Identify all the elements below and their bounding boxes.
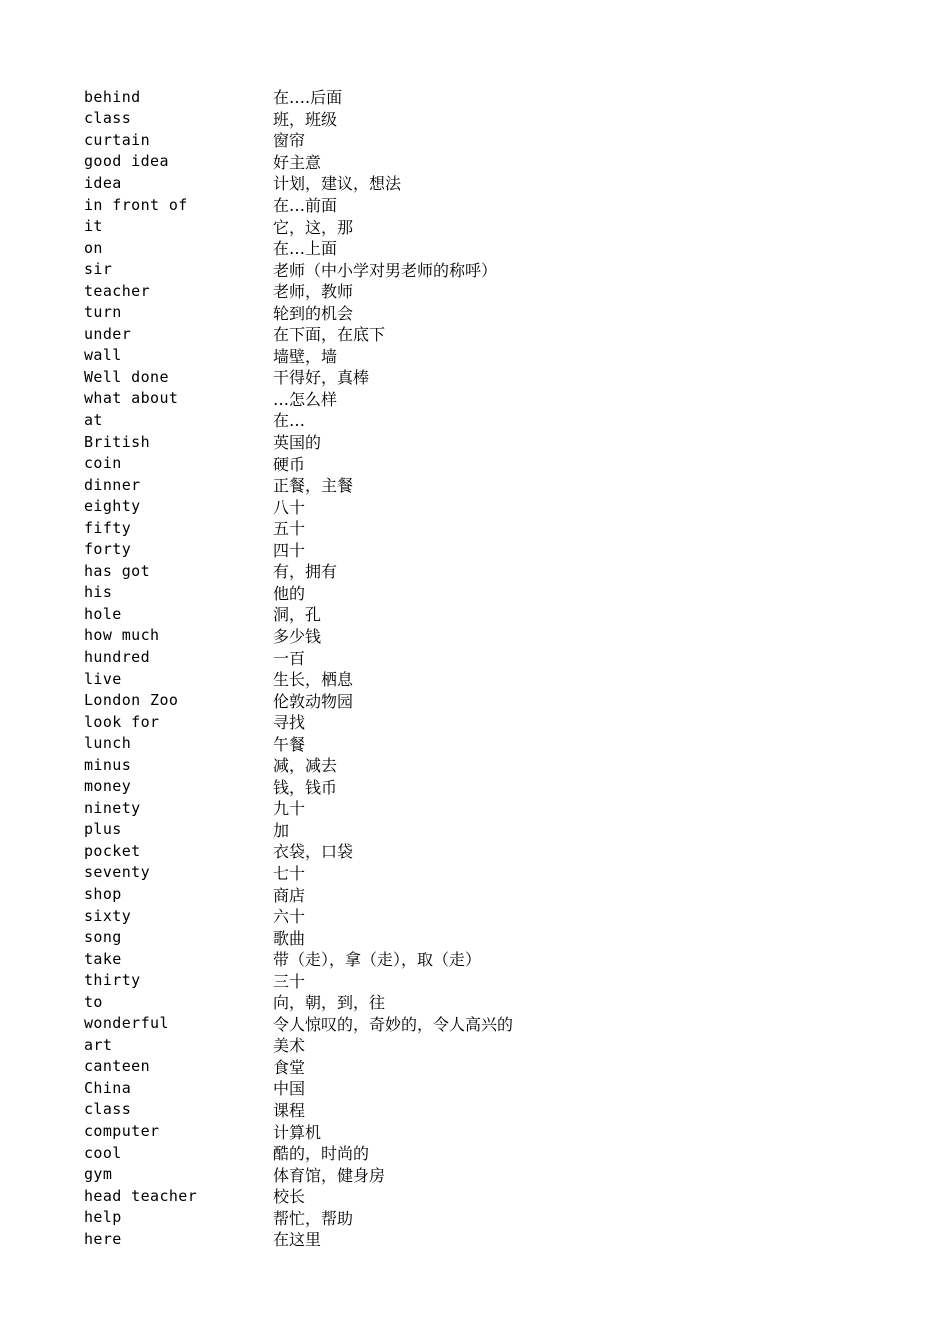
- vocab-row: [84, 991, 784, 1013]
- vocab-row: [84, 172, 784, 194]
- chinese-meaning: 在…: [273, 411, 306, 431]
- chinese-meaning: 三十: [273, 971, 306, 991]
- chinese-meaning: 老师（中小学对男老师的称呼）: [273, 260, 498, 280]
- english-word: eighty: [84, 497, 141, 516]
- english-word: British: [84, 432, 151, 451]
- vocab-row: [84, 431, 784, 453]
- chinese-meaning: 减，减去: [273, 756, 338, 776]
- english-word: forty: [84, 540, 132, 559]
- english-word: class: [84, 109, 132, 128]
- chinese-meaning: …怎么样: [273, 389, 338, 409]
- english-word: seventy: [84, 863, 151, 882]
- chinese-meaning: 校长: [273, 1187, 306, 1207]
- english-word: pocket: [84, 841, 141, 860]
- chinese-meaning: 帮忙，帮助: [273, 1208, 354, 1228]
- english-word: in front of: [84, 195, 188, 214]
- english-word: ninety: [84, 798, 141, 817]
- vocab-row: [84, 1163, 784, 1185]
- chinese-meaning: 正餐，主餐: [273, 476, 354, 496]
- chinese-meaning: 向，朝，到，往: [273, 993, 386, 1013]
- english-word: gym: [84, 1165, 113, 1184]
- vocab-row: [84, 1099, 784, 1121]
- vocab-row: [84, 1077, 784, 1099]
- english-word: sixty: [84, 906, 132, 925]
- vocab-row: [84, 969, 784, 991]
- english-word: has got: [84, 561, 151, 580]
- chinese-meaning: 食堂: [273, 1057, 306, 1077]
- english-word: cool: [84, 1143, 122, 1162]
- chinese-meaning: 酷的，时尚的: [273, 1144, 370, 1164]
- chinese-meaning: 计划，建议，想法: [273, 174, 402, 194]
- chinese-meaning: 老师，教师: [273, 282, 354, 302]
- chinese-meaning: 在…前面: [273, 196, 338, 216]
- chinese-meaning: 午餐: [273, 734, 306, 754]
- english-word: computer: [84, 1122, 160, 1141]
- english-word: help: [84, 1208, 122, 1227]
- vocab-row: [84, 862, 784, 884]
- vocab-row: [84, 258, 784, 280]
- vocab-row: [84, 388, 784, 410]
- english-word: teacher: [84, 281, 151, 300]
- english-word: fifty: [84, 518, 132, 537]
- vocab-row: [84, 538, 784, 560]
- chinese-meaning: 硬币: [273, 454, 306, 474]
- english-word: sir: [84, 260, 113, 279]
- english-word: class: [84, 1100, 132, 1119]
- english-word: behind: [84, 87, 141, 106]
- english-word: London Zoo: [84, 691, 179, 710]
- vocab-row: [84, 495, 784, 517]
- chinese-meaning: 衣袋，口袋: [273, 842, 354, 862]
- vocab-row: [84, 646, 784, 668]
- chinese-meaning: 在….后面: [273, 88, 343, 108]
- vocab-row: [84, 625, 784, 647]
- vocab-row: [84, 323, 784, 345]
- vocab-row: [84, 560, 784, 582]
- vocab-row: [84, 108, 784, 130]
- vocab-row: [84, 452, 784, 474]
- chinese-meaning: 四十: [273, 540, 306, 560]
- chinese-meaning: 在这里: [273, 1230, 322, 1250]
- vocab-row: [84, 237, 784, 259]
- chinese-meaning: 班，班级: [273, 109, 338, 129]
- vocab-row: [84, 215, 784, 237]
- english-word: to: [84, 992, 103, 1011]
- vocab-row: [84, 474, 784, 496]
- chinese-meaning: 在…上面: [273, 239, 338, 259]
- english-word: money: [84, 777, 132, 796]
- vocab-row: [84, 948, 784, 970]
- vocab-row: [84, 1056, 784, 1078]
- vocab-row: [84, 151, 784, 173]
- english-word: canteen: [84, 1057, 151, 1076]
- vocab-row: [84, 754, 784, 776]
- vocab-row: [84, 776, 784, 798]
- english-word: minus: [84, 755, 132, 774]
- english-word: hundred: [84, 647, 151, 666]
- chinese-meaning: 课程: [273, 1100, 306, 1120]
- vocab-row: [84, 797, 784, 819]
- vocab-row: [84, 1228, 784, 1250]
- chinese-meaning: 商店: [273, 885, 306, 905]
- english-word: shop: [84, 885, 122, 903]
- english-word: take: [84, 949, 122, 968]
- chinese-meaning: 它，这，那: [273, 217, 354, 237]
- chinese-meaning: 轮到的机会: [273, 303, 354, 323]
- english-word: hole: [84, 604, 122, 623]
- chinese-meaning: 墙壁，墙: [273, 346, 338, 366]
- chinese-meaning: 生长，栖息: [273, 670, 354, 690]
- chinese-meaning: 在下面，在底下: [273, 325, 386, 345]
- english-word: what about: [84, 389, 179, 408]
- chinese-meaning: 寻找: [273, 713, 306, 733]
- vocab-row: [84, 517, 784, 539]
- english-word: live: [84, 669, 122, 688]
- vocab-row: [84, 1013, 784, 1035]
- english-word: look for: [84, 712, 160, 731]
- vocab-row: [84, 301, 784, 323]
- english-word: idea: [84, 173, 122, 192]
- vocab-row: [84, 711, 784, 733]
- english-word: song: [84, 928, 122, 947]
- vocab-row: [84, 1034, 784, 1056]
- chinese-meaning: 英国的: [273, 433, 322, 453]
- english-word: curtain: [84, 130, 151, 149]
- chinese-meaning: 美术: [273, 1036, 306, 1056]
- english-word: Well done: [84, 367, 169, 386]
- english-word: turn: [84, 303, 122, 322]
- english-word: head teacher: [84, 1186, 198, 1205]
- english-word: how much: [84, 626, 160, 645]
- english-word: dinner: [84, 475, 141, 494]
- chinese-meaning: 有，拥有: [273, 562, 338, 582]
- chinese-meaning: 伦敦动物园: [273, 691, 354, 711]
- vocab-row: [84, 194, 784, 216]
- chinese-meaning: 七十: [273, 863, 306, 883]
- vocab-row: [84, 1206, 784, 1228]
- vocab-row: [84, 819, 784, 841]
- vocab-row: [84, 1120, 784, 1142]
- english-word: at: [84, 410, 103, 429]
- vocab-row: [84, 582, 784, 604]
- english-word: plus: [84, 820, 122, 839]
- english-word: wonderful: [84, 1014, 169, 1033]
- vocab-row: [84, 668, 784, 690]
- vocab-row: [84, 1142, 784, 1164]
- english-word: China: [84, 1078, 132, 1097]
- chinese-meaning: 他的: [273, 583, 306, 603]
- vocab-row: [84, 883, 784, 905]
- vocab-row: [84, 129, 784, 151]
- vocab-row: [84, 345, 784, 367]
- chinese-meaning: 干得好，真棒: [273, 368, 370, 388]
- chinese-meaning: 好主意: [273, 152, 322, 172]
- english-word: his: [84, 583, 113, 602]
- chinese-meaning: 体育馆，健身房: [273, 1165, 386, 1185]
- english-word: wall: [84, 346, 122, 365]
- chinese-meaning: 计算机: [273, 1122, 322, 1142]
- english-word: under: [84, 324, 132, 343]
- english-word: thirty: [84, 971, 141, 990]
- english-word: on: [84, 238, 103, 257]
- chinese-meaning: 窗帘: [273, 131, 306, 151]
- english-word: it: [84, 217, 103, 236]
- chinese-meaning: 多少钱: [273, 626, 322, 646]
- chinese-meaning: 一百: [273, 648, 306, 668]
- english-word: art: [84, 1035, 113, 1054]
- english-word: here: [84, 1229, 122, 1248]
- vocab-row: [84, 1185, 784, 1207]
- chinese-meaning: 带（走），拿（走），取（走）: [273, 950, 482, 970]
- chinese-meaning: 五十: [273, 519, 306, 539]
- chinese-meaning: 歌曲: [273, 928, 306, 948]
- vocab-row: [84, 86, 784, 108]
- vocab-row: [84, 409, 784, 431]
- vocab-row: [84, 905, 784, 927]
- chinese-meaning: 六十: [273, 907, 306, 927]
- vocab-row: [84, 926, 784, 948]
- chinese-meaning: 洞，孔: [273, 605, 322, 625]
- vocab-row: [84, 840, 784, 862]
- chinese-meaning: 钱，钱币: [273, 777, 338, 797]
- english-word: good idea: [84, 152, 169, 171]
- chinese-meaning: 八十: [273, 497, 306, 517]
- vocab-row: [84, 366, 784, 388]
- vocab-row: [84, 603, 784, 625]
- vocab-row: [84, 280, 784, 302]
- chinese-meaning: 中国: [273, 1079, 306, 1099]
- english-word: coin: [84, 454, 122, 473]
- vocab-row: [84, 732, 784, 754]
- chinese-meaning: 加: [273, 820, 290, 840]
- vocabulary-list: [84, 86, 784, 1250]
- chinese-meaning: 令人惊叹的，奇妙的，令人高兴的: [273, 1014, 514, 1034]
- chinese-meaning: 九十: [273, 799, 306, 819]
- english-word: lunch: [84, 734, 132, 753]
- vocab-row: [84, 689, 784, 711]
